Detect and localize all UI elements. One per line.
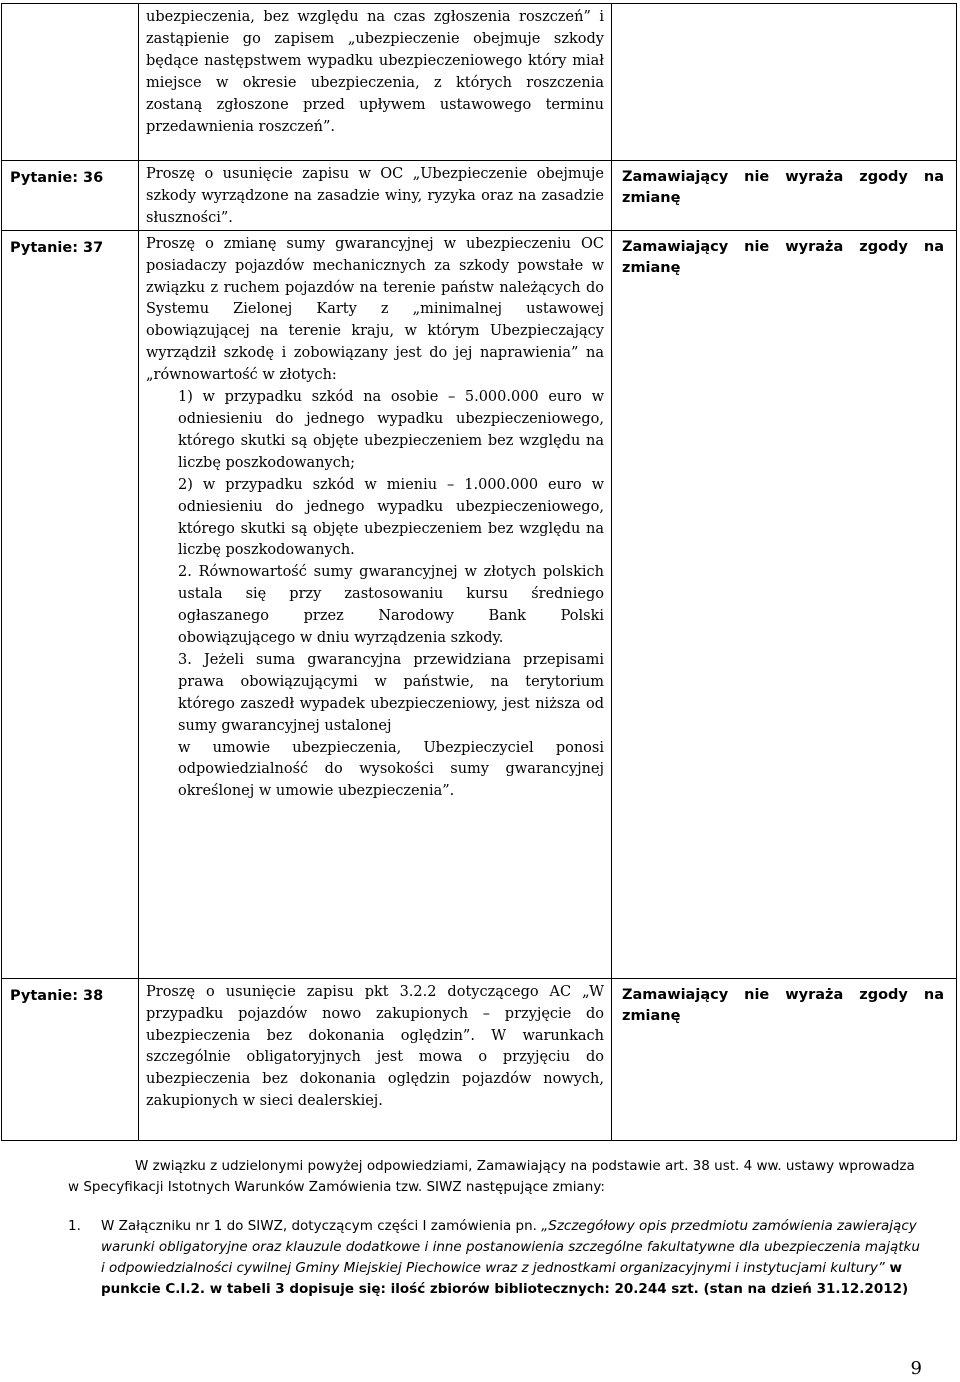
answer-cell — [612, 978, 957, 1140]
question-text: Proszę o usunięcie zapisu pkt 3.2.2 dotyczącego AC „W przypadku pojazdów nowo zakupionych – przyjęcie do ubezpieczenia bez dokonania oględzin”. W warunkach szczególnie obligatoryjnych jest mowa o przyjęciu do ubezpieczenia bez dokonania oględzin pojazdów nowych, zakupionych w sieci dealerskiej. — [146, 983, 604, 1110]
question-point-3: 2. Równowartość sumy gwarancyjnej w złotych polskich ustala się przy zastosowaniu kursu średniego ogłaszanego przez Narodowy Bank Polski obowiązującego w dniu wyrządzenia szkody. — [178, 564, 604, 647]
table-row — [2, 161, 957, 231]
answer-cell — [612, 230, 957, 978]
question-cell — [139, 230, 612, 978]
question-point-4: 3. Jeżeli suma gwarancyjna przewidziana przepisami prawa obowiązującymi w państwie, na terytorium którego zaszedł wypadek ubezpieczeniowy, jest niższa od sumy gwarancyjnej ustalonej — [178, 651, 604, 734]
change-item-detail: w punkcie C.I.2. w tabeli 3 dopisuje się: ilość zbiorów bibliotecznych: 20.244 szt. (stan na dzień 31.12.2012) — [101, 1260, 909, 1297]
question-text — [139, 231, 611, 804]
question-text: ubezpieczenia, bez względu na czas zgłoszenia roszczeń” i zastąpienie go zapisem „ubezpieczenie obejmuje szkody będące następstwem wypadku ubezpieczeniowego który miał miejsce w okresie ubezpieczenia, z których roszczenia zostaną zgłoszone przed upływem ustawowego terminu przedawnienia roszczeń”. — [146, 9, 604, 135]
change-item-title: „Szczegółowy opis przedmiotu zamówienia zawierający warunki obligatoryjne oraz klauzule dodatkowe i inne postanowienia szczególne fakultatywne dla ubezpieczenia majątku i odpowiedzialności cywilnej Gminy Miejskiej Piechowice wraz z jednostkami organizacyjnymi i instytucjami kultury” — [101, 1218, 920, 1276]
question-text: Proszę o usunięcie zapisu w OC „Ubezpieczenie obejmuje szkody wyrządzone na zasadzie winy, ryzyka oraz na zasadzie słuszności”. — [146, 166, 604, 226]
table-row — [2, 4, 957, 161]
page-number: 9 — [910, 1358, 922, 1379]
answer-text: Zamawiający nie wyraża zgody na zmianę — [622, 169, 944, 206]
question-cell — [139, 4, 612, 161]
answer-text: Zamawiający nie wyraża zgody na zmianę — [622, 986, 944, 1024]
answer-cell — [612, 4, 957, 161]
questions-table — [1, 3, 957, 1141]
change-item — [68, 1216, 923, 1300]
question-point-2: 2) w przypadku szkód w mieniu – 1.000.000 euro w odniesieniu do jednego wypadku ubezpieczeniowego, którego skutki są objęte ubezpieczeniem bez względu na liczbę poszkodowanych. — [178, 476, 604, 559]
question-label: Pytanie: 37 — [10, 239, 104, 256]
table-row — [2, 230, 957, 978]
question-cell — [139, 161, 612, 231]
question-point-1: 1) w przypadku szkód na osobie – 5.000.000 euro w odniesieniu do jednego wypadku ubezpieczeniowego, którego skutki są objęte ubezpieczeniem bez względu na liczbę poszkodowanych; — [178, 389, 604, 471]
question-point-5: w umowie ubezpieczenia, Ubezpieczyciel ponosi odpowiedzialność do wysokości sumy gwarancyjnej określonej w umowie ubezpieczenia”. — [178, 739, 604, 800]
question-label-cell — [2, 161, 139, 231]
question-intro: Proszę o zmianę sumy gwarancyjnej w ubezpieczeniu OC posiadaczy pojazdów mechanicznych za szkody powstałe w związku z ruchem pojazdów na terenie państw należących do Systemu Zielonej Karty z „minimalnej ustawowej obowiązującej na terenie kraju, w którym Ubezpieczający wyrządził szkodę i zobowiązany jest do jej naprawienia” na „równowartość w złotych: — [146, 235, 604, 384]
change-item-text: W Załączniku nr 1 do SIWZ, dotyczącym części I zamówienia pn. — [101, 1218, 542, 1234]
answer-cell — [612, 161, 957, 231]
change-item-number: 1. — [68, 1218, 81, 1234]
question-label-cell — [2, 230, 139, 978]
answer-text: Zamawiający nie wyraża zgody na zmianę — [622, 238, 944, 276]
question-label: Pytanie: 36 — [10, 170, 104, 186]
closing-paragraph: W związku z udzielonymi powyżej odpowiedziami, Zamawiający na podstawie art. 38 ust. 4 ww. ustawy wprowadza w Specyfikacji Istotnych Warunków Zamówienia tzw. SIWZ następujące zmiany: — [68, 1158, 915, 1195]
table-row — [2, 978, 957, 1140]
question-label-cell — [2, 978, 139, 1140]
question-label: Pytanie: 38 — [10, 987, 104, 1004]
question-label-cell — [2, 4, 139, 161]
question-cell — [139, 978, 612, 1140]
